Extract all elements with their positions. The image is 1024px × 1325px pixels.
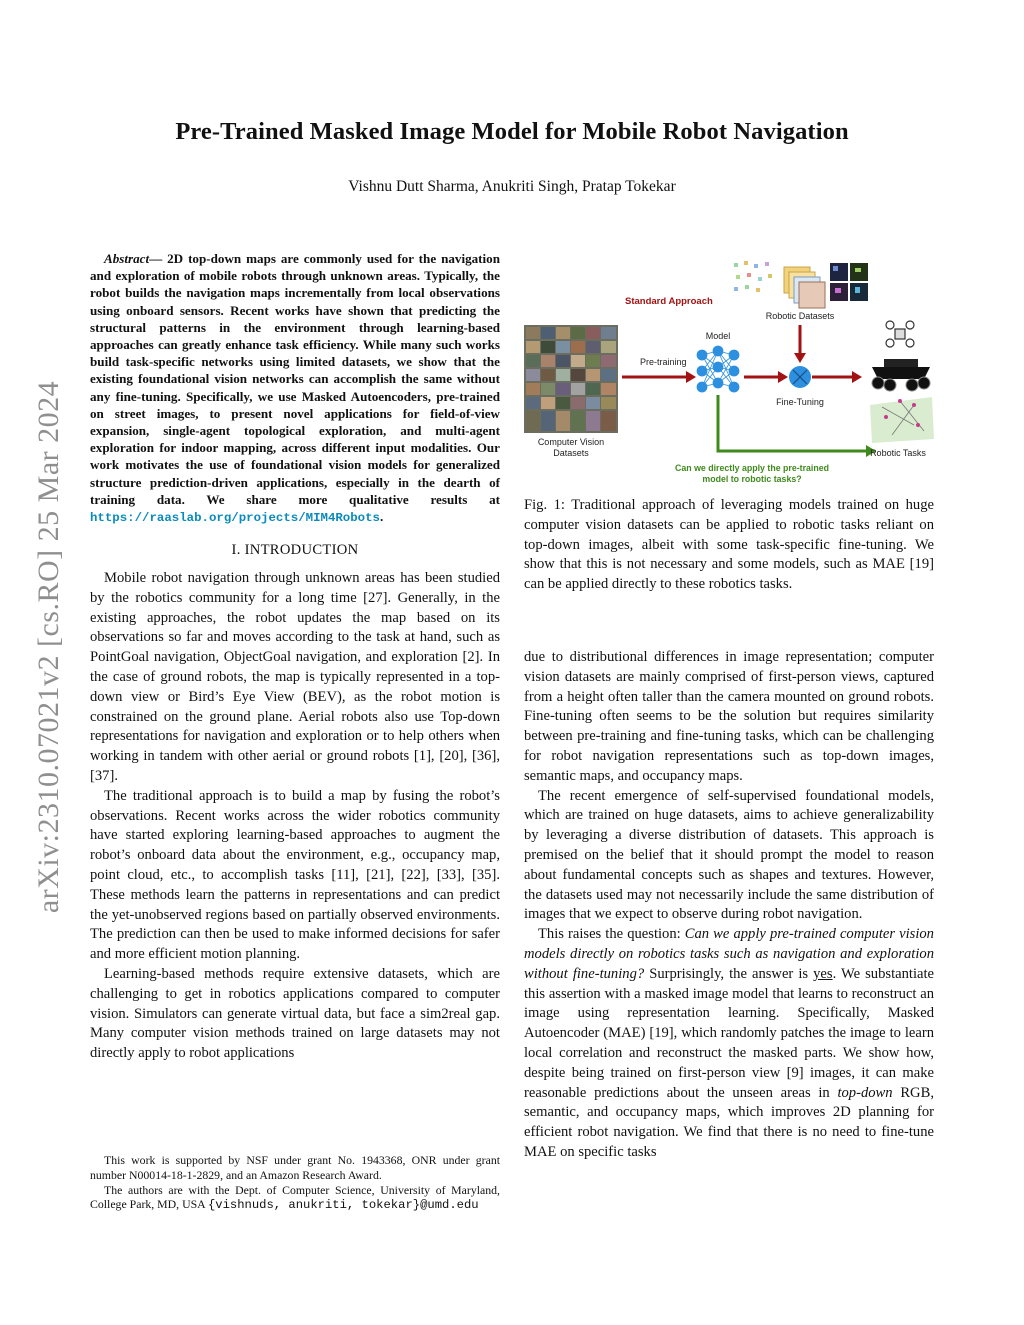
abstract-end: . <box>380 509 384 525</box>
figure-caption: Fig. 1: Traditional approach of leveraging models trained on huge computer vision datasets can be applied to robotic tasks reliant on top-down images, albeit with some task-specific fine-tuning. We show that this is not necessary and some models, such as MAE [19] can be applied directly to these robotics tasks. <box>524 497 934 593</box>
section-heading-introduction: I. INTRODUCTION <box>231 542 359 559</box>
answer-yes: yes <box>813 965 833 982</box>
finetune-to-tasks-arrow <box>812 371 862 383</box>
right-column <box>524 648 934 1163</box>
robotic-datasets-label: Robotic Datasets <box>765 311 835 321</box>
p3-start: This raises the question: <box>538 926 685 943</box>
model-label: Model <box>705 331 731 341</box>
cv-datasets-label-line2: Datasets <box>553 448 589 458</box>
paper-title: Pre-Trained Masked Image Model for Mobile Robot Navigation <box>175 118 849 145</box>
exploration-map-icon <box>870 397 934 443</box>
intro-paragraph-3: Learning-based methods require extensive datasets, which are challenging to get in robotics applications compared to computer vision. Simulators can generate virtual data, but face a sim2real gap. Many computer vision methods trained on large datasets may not directly apply to robot applications <box>90 965 500 1062</box>
p3-end: RGB, semantic, and occupancy maps, which improves 2D planning for efficient robot navigation. We find that there is no need to fine-tune MAE on specific tasks <box>524 1084 934 1160</box>
footnotes <box>90 1153 500 1213</box>
arxiv-stamp: arXiv:2310.07021v2 [cs.RO] 25 Mar 2024 <box>32 380 65 914</box>
robotic-tasks-label: Robotic Tasks <box>870 448 926 458</box>
dataset-thumbnails-icon <box>734 261 772 292</box>
abstract-label: Abstract <box>104 251 150 266</box>
funding-footnote: This work is supported by NSF under grant No. 1943368, ONR under grant number N00014-18-1-2829, and an Amazon Research Award. <box>90 1153 500 1182</box>
model-to-finetune-arrow <box>744 371 788 383</box>
abstract-text: — 2D top-down maps are commonly used for the navigation and exploration of mobile robots through unknown areas. Typically, the robot builds the navigation maps incrementally from local observations using onboard sensors. Recent works have shown that predicting the structural patterns in the environment through learning-based approaches can greatly enhance task efficiency. While many such works build task-specific networks using limited datasets, we show that the existing foundational vision networks can accomplish the same without any fine-tuning. Specifically, we use Masked Autoencoders, pre-trained on street images, to present novel applications for field-of-view expansion, single-agent topological exploration, and multi-agent exploration for indoor mapping, across different input modalities. Our work motivates the use of foundational vision models for generalized structure prediction-driven applications, especially in the dearth of training data. We share more qualitative results at <box>90 251 500 507</box>
right-paragraph-2: The recent emergence of self-supervised foundational models, which are trained on huge datasets, aims to achieve generalizability by leveraging a diverse distribution of datasets. This approach is premised on the belief that it should prompt the model to reason about fundamental concepts such as shapes and textures. However, the datasets used may not necessarily include the same distribution of images that we expect to observe during robot navigation. <box>524 787 934 923</box>
robotic-datasets-image-stack <box>784 263 868 308</box>
fine-tuning-label: Fine-Tuning <box>776 397 824 407</box>
intro-paragraph-1: Mobile robot navigation through unknown areas has been studied by the robotics community for a long time [27]. Generally, in the existing approaches, the robot updates the map based on its observations so far and moves according to the task at hand, such as PointGoal navigation, ObjectGoal navigation, and exploration [2]. In the case of ground robots, the map is typically represented in a top-down view or Bird’s Eye View (BEV), as the robot motion is constrained on the ground plane. Aerial robots also use Top-down representations for navigation and exploration or to help others when working in tandem with other aerial or ground robots [1], [20], [36], [37]. <box>90 570 500 785</box>
standard-approach-label: Standard Approach <box>625 296 713 307</box>
author-emails: {vishnuds, anukriti, tokekar}@umd.edu <box>207 1198 479 1213</box>
neural-network-icon <box>697 346 739 392</box>
pre-training-arrow <box>622 371 696 383</box>
question-line1: Can we directly apply the pre-trained <box>675 463 829 473</box>
research-question: Can we apply pre-trained computer vision models directly on robotics tasks such as navigation and exploration without fine-tuning? <box>524 926 934 982</box>
pre-training-label: Pre-training <box>640 357 687 367</box>
computer-vision-mosaic-image <box>524 325 618 433</box>
ground-robot-icon <box>872 359 930 391</box>
fine-tuning-node-icon <box>789 366 811 388</box>
right-paragraph-3 <box>524 925 934 1163</box>
figure-1 <box>522 255 936 487</box>
abstract <box>90 250 500 527</box>
right-paragraph-1: due to distributional differences in image representation; computer vision datasets are mainly comprised of first-person views, captured from a height often taller than the camera mounted on ground robots. Fine-tuning often seems to be the solution but requires similarity between pre-training and fine-tuning tasks, which can be challenging for robot navigation representations such as top-down images, semantic maps, and occupancy maps. <box>524 649 934 784</box>
p3-rest: . We substantiate this assertion with a masked image model that learns to reconstruct an image using representation learning. Specifically, Masked Autoencoder (MAE) [19], which randomly patches the image to learn local correlation and reconstruct the masked parts. We show how, despite being trained on first-person view [9] images, it can make reasonable predictions about the unseen areas in <box>524 965 935 1101</box>
top-down-term: top-down <box>837 1084 893 1101</box>
cv-datasets-label-line1: Computer Vision <box>537 437 605 447</box>
left-column <box>90 250 500 1064</box>
affiliation-text: The authors are with the Dept. of Computer Science, University of Maryland, College Park, MD, USA <box>90 1182 500 1212</box>
robotic-data-down-arrow <box>794 325 806 363</box>
question-line2: model to robotic tasks? <box>702 474 802 484</box>
author-list: Vishnu Dutt Sharma, Anukriti Singh, Pratap Tokekar <box>348 178 676 195</box>
p3-mid: Surprisingly, the answer is <box>644 965 814 982</box>
drone-icon <box>886 321 914 347</box>
project-link[interactable]: https://raaslab.org/projects/MIM4Robots <box>90 511 380 526</box>
intro-paragraph-2: The traditional approach is to build a map by fusing the robot’s observations. Recent works across the wider robotics community have started exploring learning-based approaches to augment the robot’s onboard data about the environment, e.g., occupancy map, point cloud, etc., to accomplish tasks [11], [21], [22], [33], [35]. These methods learn the patterns in representations and can predict the yet-unobserved regions based on partially observed environments. The prediction can then be used to make informed decisions for safer and more efficient motion planning. <box>90 787 500 963</box>
affiliation-footnote <box>90 1183 500 1214</box>
